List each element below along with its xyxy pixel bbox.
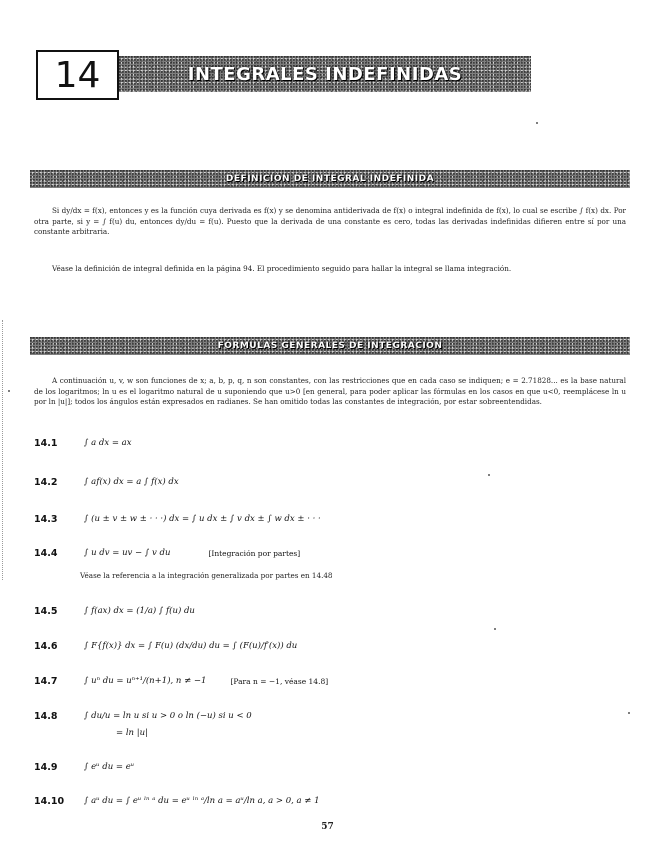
- formula-expression: ∫ aᵘ du = ∫ eᵘ ˡⁿ ᵃ du = eᵘ ˡⁿ ᵃ/ln a = aᵘ/ln a, a > 0, a ≠ 1: [84, 796, 320, 806]
- formula-number: 14.7: [34, 675, 58, 687]
- binding-edge: [2, 320, 4, 580]
- formula-expression: ∫ (u ± v ± w ± · · ·) dx = ∫ u dx ± ∫ v dx ± ∫ w dx ± · · ·: [84, 514, 321, 524]
- chapter-number: 14: [54, 54, 101, 96]
- formula-number: 14.10: [34, 795, 65, 807]
- formula-expression: ∫ eᵘ du = eᵘ: [84, 762, 135, 772]
- formula-number: 14.6: [34, 640, 58, 652]
- formula-row: [34, 636, 297, 656]
- formula-expression: ∫ af(x) dx = a ∫ f(x) dx: [84, 477, 179, 487]
- formula-continuation: [116, 723, 148, 743]
- formula-row: [34, 472, 179, 492]
- formula-row: [34, 509, 321, 529]
- formula-note: [Para n = −1, véase 14.8]: [230, 676, 329, 686]
- paragraph: Véase la definición de integral definida en la página 94. El procedimiento seguido para hallar la integral se llama integración.: [52, 264, 512, 273]
- formula-expression: ∫ uⁿ du = uⁿ⁺¹/(n+1), n ≠ −1: [84, 676, 207, 686]
- formula-number: 14.5: [34, 605, 58, 617]
- formula-row: [34, 671, 328, 691]
- formula-row: [34, 543, 300, 563]
- section-header-general-formulas: [30, 337, 630, 355]
- formula-number: 14.3: [34, 513, 58, 525]
- section-title: FÓRMULAS GENERALES DE INTEGRACIÓN: [217, 341, 443, 351]
- formula-number: 14.8: [34, 710, 58, 722]
- scan-speck: [488, 474, 490, 476]
- formula-row: [34, 757, 134, 777]
- formula-number: 14.4: [34, 547, 58, 559]
- chapter-title-band: [119, 56, 531, 92]
- chapter-number-box: [36, 50, 119, 100]
- formula-expression: ∫ u dv = uv − ∫ v du: [84, 548, 171, 558]
- formula-reference-note: Véase la referencia a la integración generalizada por partes en 14.48: [80, 571, 333, 580]
- scan-speck: [494, 628, 496, 630]
- paragraph: Si dy/dx = f(x), entonces y es la función cuya derivada es f(x) y se denomina antiderivada de f(x) o integral indefinida de f(x), lo cual se escribe ∫ f(x) dx. Por otra parte, si y = ∫ f(u) du, entonces dy/du = f(u). Puesto que la derivada de una constante es cero, todas las derivadas indefinidas difieren entre sí por una constante arbitraria.: [34, 206, 626, 236]
- formula-expression: ∫ F{f(x)} dx = ∫ F(u) (dx/du) du = ∫ (F(u)/f′(x)) du: [84, 641, 298, 651]
- formula-number: 14.9: [34, 761, 58, 773]
- formula-expression: ∫ du/u = ln u si u > 0 o ln (−u) si u < 0: [84, 711, 252, 721]
- scan-speck: [628, 712, 630, 714]
- formula-number: 14.1: [34, 437, 58, 449]
- formula-row: [34, 433, 132, 453]
- section-header-definition: [30, 170, 630, 188]
- formula-expression: ∫ a dx = ax: [84, 438, 132, 448]
- scan-speck: [8, 390, 10, 392]
- formula-expression: ∫ f(ax) dx = (1/a) ∫ f(u) du: [84, 606, 195, 616]
- scan-speck: [536, 122, 538, 124]
- page-number: 57: [321, 822, 334, 832]
- paragraph: A continuación u, v, w son funciones de x; a, b, p, q, n son constantes, con las restricciones que en cada caso se indiquen; e = 2.71828... es la base natural de los logaritmos; ln u es el logaritmo natural de u suponiendo que u>0 [en general, para poder aplicar las fórmulas en los casos en que u<0, reemplácese ln u por ln |u|]; todos los ángulos están expresados en radianes. Se han omitido todas las constantes de integración, por estar sobreentendidas.: [34, 376, 626, 406]
- formula-note: [Integración por partes]: [208, 548, 301, 558]
- chapter-title: INTEGRALES INDEFINIDAS: [187, 63, 463, 85]
- formula-expression: = ln |u|: [116, 728, 148, 738]
- formula-number: 14.2: [34, 476, 58, 488]
- formula-row: [34, 791, 320, 811]
- section-title: DEFINICIÓN DE INTEGRAL INDEFINIDA: [225, 174, 435, 184]
- formula-row: [34, 601, 195, 621]
